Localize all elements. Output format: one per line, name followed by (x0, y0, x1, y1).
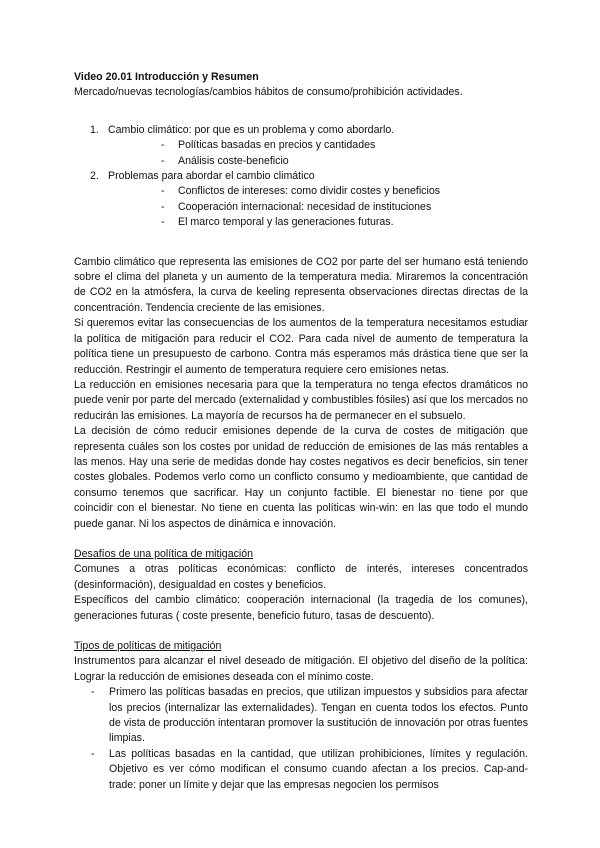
page-subtitle: Mercado/nuevas tecnologías/cambios hábitos de consumo/prohibición actividades. (74, 86, 463, 99)
outline-sublist (108, 184, 528, 230)
tipos-list-item: - Primero las políticas basadas en precios, que utilizan impuestos y subsidios para afectar los precios (internalizar las externalidades). Tengan en cuenta todos los efectos. Punto de vista de producción intentaran promover la sustitución de innovación por otras fuentes limpias. (74, 685, 528, 747)
outline-number: 2. (90, 170, 99, 183)
desafios-paragraph: Comunes a otras políticas económicas: conflicto de interés, intereses concentrados (desinformación), desigualdad en costes y beneficios. (74, 563, 528, 591)
outline-item (74, 123, 528, 169)
body-paragraph: Si queremos evitar las consecuencias de los aumentos de la temperatura necesitamos estudiar la política de mitigación para reducir el CO2. Para cada nivel de aumento de temperatura la política tiene un presupuesto de carbono. Contra más esperamos más drástica tiene que ser la reducción. Restringir el aumento de temperatura requiere cero emisiones netas. (74, 317, 528, 376)
outline-text: Cambio climático: por que es un problema y como abordarlo. (108, 123, 395, 136)
outline-subitem: - Conflictos de intereses: como dividir costes y beneficios (108, 184, 528, 199)
tipos-list (74, 685, 528, 793)
outline-item (74, 169, 528, 231)
body-paragraph: La decisión de cómo reducir emisiones depende de la curva de costes de mitigación que representa cuáles son los costes por unidad de reducción de emisiones de las más rentables a las menos. Hay una serie de medidas donde hay costes negativos es decir beneficios, sin tener costes globales. Podemos verlo como un conflicto consumo y medioambiente, que cantidad de consumo tenemos que sacrificar. Hay un conjunto factible. El bienestar no tiene por que coincidir con el bienestar. No tiene en cuenta las políticas win-win: en las que todo el mundo puede ganar. Ni los aspectos de dinámica e innovación. (74, 425, 528, 530)
outline-subitem: - Análisis coste-beneficio (108, 154, 528, 169)
desafios-paragraph: Específicos del cambio climático: cooperación internacional (la tragedia de los comunes), generaciones futuras ( coste presente, beneficio futuro, tasas de descuento). (74, 594, 528, 622)
text-column (74, 70, 528, 793)
section-heading-desafios: Desafíos de una política de mitigación (74, 547, 254, 560)
outline-sublist (108, 138, 528, 169)
outline-subitem: - El marco temporal y las generaciones futuras. (108, 215, 528, 230)
tipos-intro: Instrumentos para alcanzar el nivel deseado de mitigación. El objetivo del diseño de la política: Lograr la reducción de emisiones deseada con el mínimo coste. (74, 655, 528, 683)
outline-text: Problemas para abordar el cambio climático (108, 170, 315, 183)
body-paragraph: Cambio climático que representa las emisiones de CO2 por parte del ser humano está teniendo sobre el clima del planeta y un aumento de la temperatura media. Miraremos la concentración de CO2 en la atmósfera, la curva de keeling representa observaciones directas directas de la concentración. Tendencia creciente de las emisiones. (74, 255, 528, 314)
outline-subitem: - Cooperación internacional: necesidad de instituciones (108, 200, 528, 215)
outline-list (74, 123, 528, 231)
page-title: Video 20.01 Introducción y Resumen (74, 71, 259, 83)
tipos-list-item: - Las políticas basadas en la cantidad, que utilizan prohibiciones, límites y regulación. Objetivo es ver cómo modifican el consumo cuando afectan a los precios. Cap-and-trade: poner un límite y dejar que las empresas negocien los permisos (74, 747, 528, 793)
outline-number: 1. (90, 123, 99, 136)
outline-subitem: - Políticas basadas en precios y cantidades (108, 138, 528, 153)
body-paragraph: La reducción en emisiones necesaria para que la temperatura no tenga efectos dramáticos no puede venir por parte del mercado (externalidad y combustibles fósiles) así que los mercados no reducirán las emisiones. La mayoría de recursos ha de permanecer en el subsuelo. (74, 378, 529, 422)
section-heading-tipos: Tipos de políticas de mitigación (74, 640, 222, 652)
